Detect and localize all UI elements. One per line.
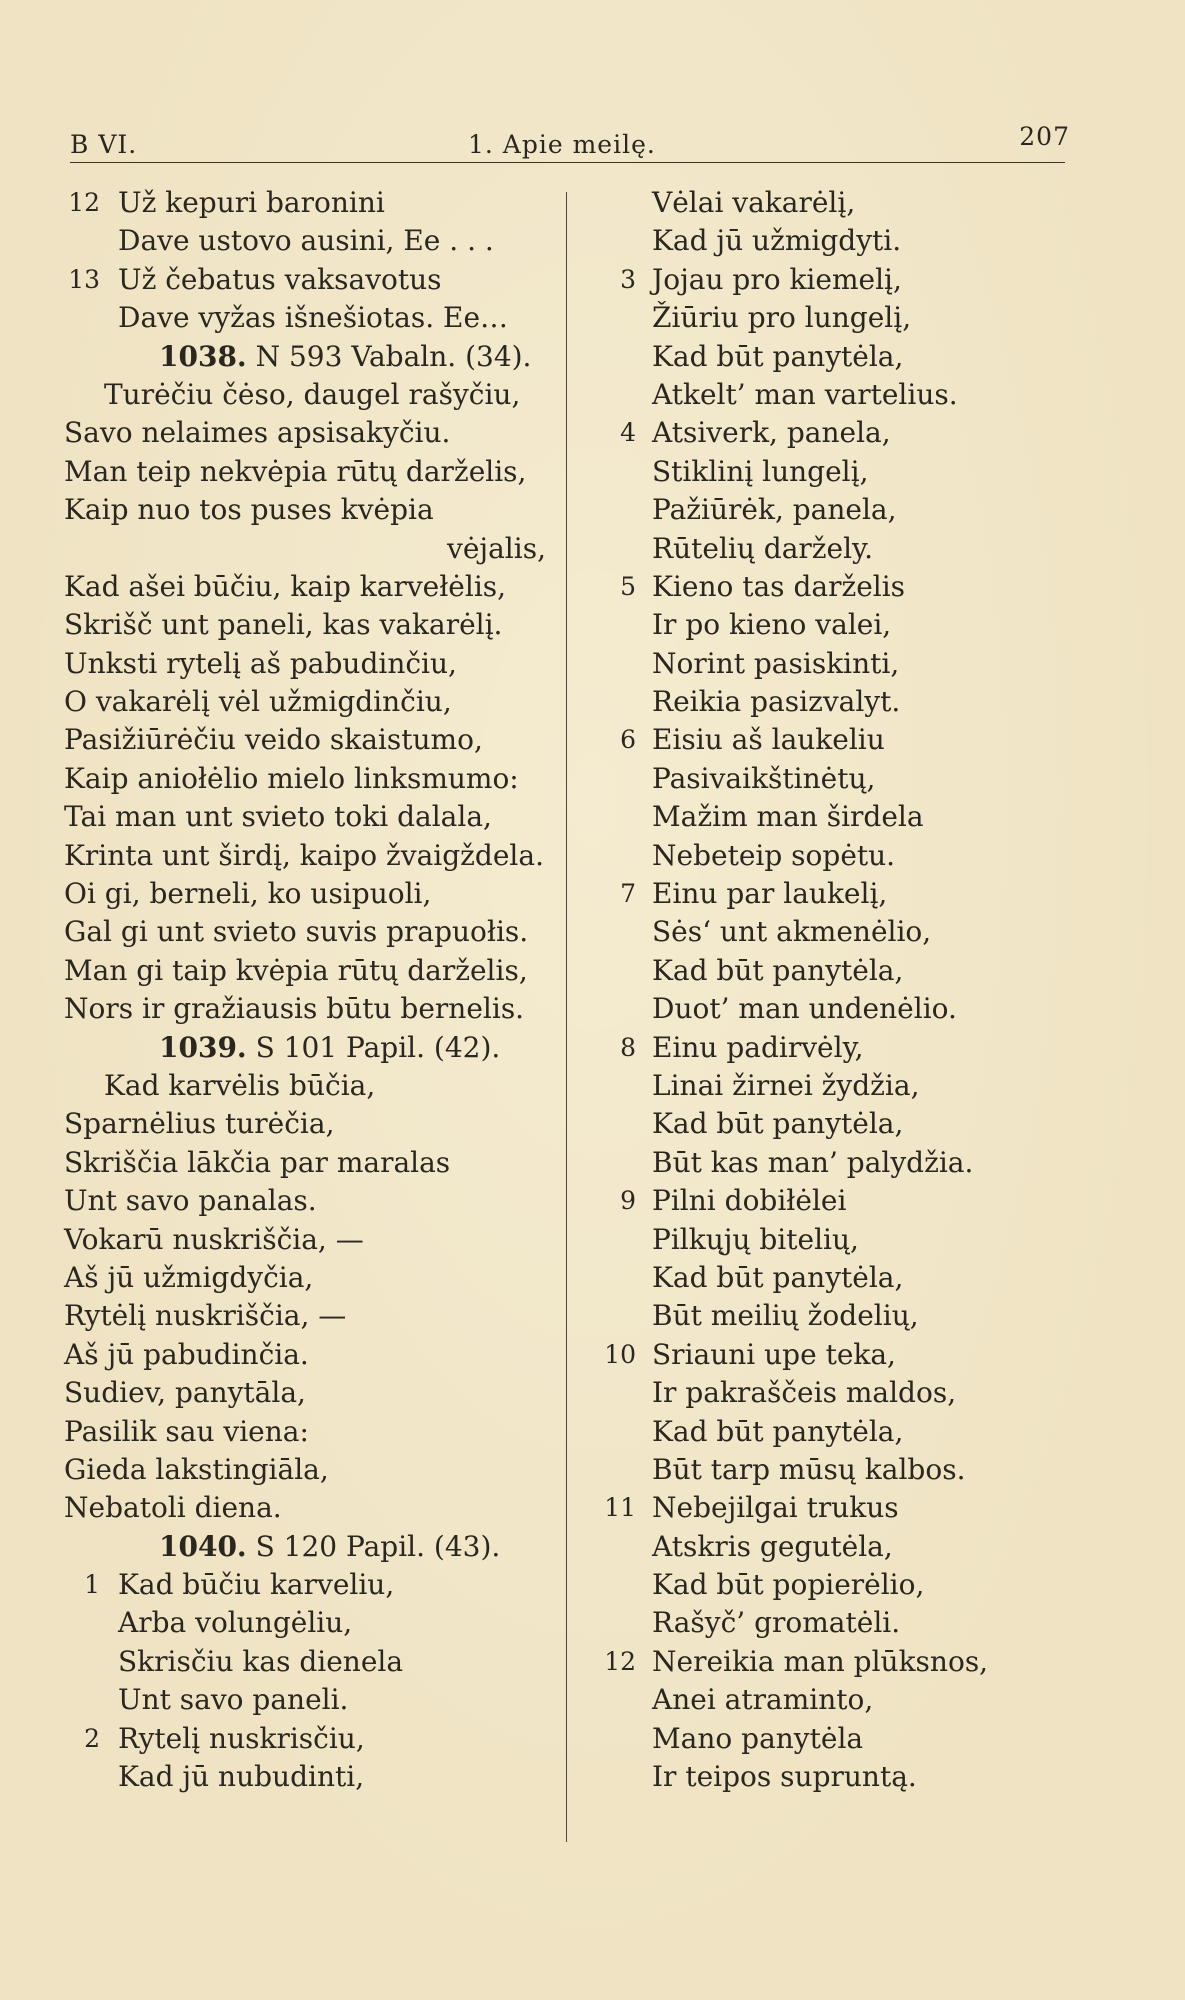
- verse-text: Kaip nuo tos puses kvėpia: [64, 493, 434, 527]
- verse-line: [64, 568, 554, 606]
- verse-line: [64, 913, 554, 951]
- verse-text: Ir teipos supruntą.: [652, 1760, 917, 1794]
- verse-line: [64, 1720, 554, 1758]
- song-source: S 101 Papil. (42).: [246, 1030, 501, 1064]
- verse-text: Ir pakraščeis maldos,: [652, 1376, 957, 1410]
- verse-text: Einu padirvėly,: [652, 1030, 864, 1064]
- song-heading: [64, 1528, 554, 1566]
- verse-line: [598, 1643, 1078, 1681]
- verse-text: Anei atraminto,: [652, 1683, 874, 1717]
- verse-text: Būt tarp mūsų kalbos.: [652, 1452, 966, 1486]
- verse-line: [598, 1336, 1078, 1374]
- verse-line: [598, 338, 1078, 376]
- verse-line: [598, 760, 1078, 798]
- stanza-number: 11: [604, 1493, 636, 1523]
- verse-text: Nebatoli diena.: [64, 1491, 282, 1525]
- verse-text: Gieda lakstingiāla,: [64, 1452, 329, 1486]
- verse-text: Reikia pasizvalyt.: [652, 685, 901, 719]
- verse-line: [598, 721, 1078, 759]
- verse-line: [64, 1758, 554, 1796]
- verse-text: Pilkųjų bitelių,: [652, 1222, 859, 1256]
- verse-line: [598, 990, 1078, 1028]
- verse-text: Gal gi unt svieto suvis prapuołis.: [64, 915, 529, 949]
- verse-line: [64, 1643, 554, 1681]
- verse-text: Nors ir gražiausis būtu bernelis.: [64, 992, 525, 1026]
- verse-line: [64, 837, 554, 875]
- stanza-number: 4: [620, 418, 636, 448]
- chapter-title: 1. Apie meilę.: [468, 130, 656, 159]
- verse-text: Sudiev, panytāla,: [64, 1376, 306, 1410]
- verse-text: Pasilik sau viena:: [64, 1414, 309, 1448]
- column-divider: [566, 192, 567, 1842]
- verse-text: Ir po kieno valei,: [652, 608, 892, 642]
- verse-line: [64, 1259, 554, 1297]
- verse-line: [598, 453, 1078, 491]
- verse-text: Atsiverk, panela,: [652, 416, 891, 450]
- verse-line: [64, 606, 554, 644]
- song-number: 1038.: [159, 339, 247, 373]
- verse-text: Už čebatus vaksavotus: [118, 262, 442, 296]
- verse-line: [64, 1566, 554, 1604]
- verse-text: Kad ašei būčiu, kaip karvełėlis,: [64, 569, 507, 603]
- verse-line: [64, 1374, 554, 1412]
- verse-line: [64, 1489, 554, 1527]
- verse-text: Kad būt popierėlio,: [652, 1568, 925, 1602]
- verse-line: [598, 1105, 1078, 1143]
- verse-text: Rūtelių daržely.: [652, 531, 874, 565]
- song-heading: [64, 338, 554, 376]
- verse-line: [598, 1067, 1078, 1105]
- verse-text: Arba volungėliu,: [118, 1606, 353, 1640]
- verse-text: Skrisčiu kas dienela: [118, 1644, 404, 1678]
- verse-line: [598, 222, 1078, 260]
- stanza-number: 2: [84, 1723, 100, 1753]
- verse-text: Vokarū nuskriščia, —: [64, 1222, 364, 1256]
- verse-text: Turėčiu čėso, daugel rašyčiu,: [104, 377, 521, 411]
- verse-line: [598, 1182, 1078, 1220]
- verse-text: Skriščia lākčia par maralas: [64, 1145, 451, 1179]
- verse-line: [598, 1451, 1078, 1489]
- section-label: B VI.: [70, 130, 138, 159]
- verse-line: [64, 875, 554, 913]
- page-number: 207: [1019, 122, 1070, 151]
- verse-line: [598, 1144, 1078, 1182]
- verse-text: Rašyč’ gromatėli.: [652, 1606, 901, 1640]
- verse-text: Unksti rytelį aš pabudinčiu,: [64, 646, 457, 680]
- verse-text: Norint pasiskinti,: [652, 646, 900, 680]
- verse-text: Kad karvėlis būčia,: [104, 1068, 376, 1102]
- verse-line: [598, 837, 1078, 875]
- stanza-number: 12: [604, 1646, 636, 1676]
- verse-line: [598, 1221, 1078, 1259]
- stanza-number: 1: [84, 1570, 100, 1600]
- verse-text: Kad jū užmigdyti.: [652, 224, 902, 258]
- verse-line: [64, 1067, 554, 1105]
- verse-line: [64, 453, 554, 491]
- right-column: [598, 184, 1078, 1796]
- verse-line: [598, 952, 1078, 990]
- song-heading-text: [159, 338, 531, 376]
- verse-text: Nebeteip sopėtu.: [652, 838, 896, 872]
- verse-line: [598, 1297, 1078, 1335]
- verse-line: [64, 1336, 554, 1374]
- verse-text: Atskris gegutėla,: [652, 1529, 893, 1563]
- verse-line: [64, 952, 554, 990]
- verse-text: Skrišč unt paneli, kas vakarėlį.: [64, 608, 503, 642]
- verse-line: [598, 1413, 1078, 1451]
- verse-text: Kad būt panytėla,: [652, 339, 904, 373]
- verse-text: Nereikia man plūksnos,: [652, 1644, 989, 1678]
- song-number: 1040.: [159, 1529, 247, 1563]
- verse-line: [598, 798, 1078, 836]
- verse-text: Kad būt panytėla,: [652, 1107, 904, 1141]
- verse-text: Duot’ man undenėlio.: [652, 992, 957, 1026]
- verse-line: [598, 299, 1078, 337]
- verse-line: [598, 1681, 1078, 1719]
- song-heading-text: [159, 1528, 500, 1566]
- verse-line: [598, 1604, 1078, 1642]
- running-header: [70, 122, 1068, 162]
- verse-text: Sės‘ unt akmenėlio,: [652, 915, 932, 949]
- verse-line: [598, 1259, 1078, 1297]
- verse-text: Būt meilių žodelių,: [652, 1299, 919, 1333]
- verse-text: Linai žirnei žydžia,: [652, 1068, 920, 1102]
- verse-text: Unt savo panalas.: [64, 1184, 317, 1218]
- stanza-number: 9: [620, 1186, 636, 1216]
- verse-line: [64, 530, 554, 568]
- song-number: 1039.: [159, 1030, 247, 1064]
- verse-text: Stiklinį lungelį,: [652, 454, 869, 488]
- verse-text: Būt kas man’ palydžia.: [652, 1145, 974, 1179]
- verse-text: Kad jū nubudinti,: [118, 1760, 365, 1794]
- verse-text: O vakarėlį vėl užmigdinčiu,: [64, 685, 452, 719]
- header-rule: [70, 162, 1065, 163]
- verse-line: [64, 491, 554, 529]
- verse-text: Tai man unt svieto toki dalala,: [64, 800, 492, 834]
- verse-text: Oi gi, berneli, ko usipuoli,: [64, 877, 432, 911]
- verse-line: [598, 376, 1078, 414]
- verse-text: Žiūriu pro lungelį,: [652, 301, 912, 335]
- verse-text: Man teip nekvėpia rūtų darželis,: [64, 454, 527, 488]
- song-heading: [64, 1029, 554, 1067]
- verse-text: Unt savo paneli.: [118, 1683, 349, 1717]
- verse-text: Nebejilgai trukus: [652, 1491, 899, 1525]
- verse-text: Savo nelaimes apsisakyčiu.: [64, 416, 451, 450]
- song-source: N 593 Vabaln. (34).: [246, 339, 532, 373]
- verse-text: Kad būčiu karveliu,: [118, 1568, 395, 1602]
- verse-line: [64, 1297, 554, 1335]
- left-column: [64, 184, 554, 1796]
- verse-line: [64, 990, 554, 1028]
- verse-text: Už kepuri baronini: [118, 186, 385, 219]
- verse-text: Atkelt’ man vartelius.: [652, 377, 958, 411]
- verse-line: [598, 261, 1078, 299]
- verse-line: [64, 1604, 554, 1642]
- verse-line: [598, 568, 1078, 606]
- verse-text: Sriauni upe teka,: [652, 1337, 896, 1371]
- verse-line: [64, 261, 554, 299]
- stanza-number: 12: [68, 188, 100, 217]
- verse-line: [598, 184, 1078, 222]
- verse-line: [598, 645, 1078, 683]
- verse-text: Jojau pro kiemelį,: [652, 262, 902, 296]
- verse-line: [64, 1451, 554, 1489]
- stanza-number: 7: [620, 879, 636, 909]
- song-heading-text: [159, 1029, 500, 1067]
- stanza-number: 3: [620, 264, 636, 294]
- verse-line: [598, 1528, 1078, 1566]
- verse-text: Vėlai vakarėlį,: [652, 186, 856, 219]
- verse-text: Mažim man širdela: [652, 800, 924, 834]
- verse-text: vėjalis,: [447, 531, 546, 565]
- verse-line: [64, 760, 554, 798]
- verse-text: Kad būt panytėla,: [652, 1260, 904, 1294]
- verse-line: [64, 376, 554, 414]
- verse-text: Kaip aniołėlio mielo linksmumo:: [64, 761, 519, 795]
- stanza-number: 6: [620, 725, 636, 755]
- verse-line: [64, 645, 554, 683]
- verse-line: [598, 1029, 1078, 1067]
- verse-line: [64, 414, 554, 452]
- verse-text: Eisiu aš laukeliu: [652, 723, 885, 757]
- verse-line: [598, 606, 1078, 644]
- verse-line: [64, 299, 554, 337]
- stanza-number: 8: [620, 1032, 636, 1062]
- verse-text: Kieno tas darželis: [652, 569, 906, 603]
- verse-text: Aš jū pabudinčia.: [64, 1337, 309, 1371]
- verse-text: Rytėlį nuskriščia, —: [64, 1299, 347, 1333]
- verse-text: Man gi taip kvėpia rūtų darželis,: [64, 953, 528, 987]
- verse-line: [64, 1105, 554, 1143]
- verse-line: [64, 222, 554, 260]
- verse-line: [64, 1681, 554, 1719]
- verse-text: Kad būt panytėla,: [652, 1414, 904, 1448]
- verse-text: Einu par laukelį,: [652, 877, 888, 911]
- verse-line: [598, 1566, 1078, 1604]
- verse-line: [64, 721, 554, 759]
- stanza-number: 5: [620, 571, 636, 601]
- verse-line: [598, 683, 1078, 721]
- verse-line: [64, 1144, 554, 1182]
- verse-line: [64, 1182, 554, 1220]
- verse-text: Pilni dobiłėlei: [652, 1184, 847, 1218]
- verse-line: [598, 1758, 1078, 1796]
- verse-line: [598, 1720, 1078, 1758]
- verse-line: [598, 491, 1078, 529]
- verse-line: [598, 1489, 1078, 1527]
- verse-line: [598, 530, 1078, 568]
- verse-text: Kad būt panytėla,: [652, 953, 904, 987]
- verse-line: [64, 1221, 554, 1259]
- verse-text: Dave vyžas išnešiotas. Ee…: [118, 301, 509, 335]
- verse-line: [598, 913, 1078, 951]
- verse-line: [64, 798, 554, 836]
- verse-text: Mano panytėla: [652, 1721, 864, 1755]
- verse-text: Pasivaikštinėtų,: [652, 761, 876, 795]
- verse-line: [598, 875, 1078, 913]
- song-source: S 120 Papil. (43).: [246, 1529, 501, 1563]
- verse-text: Dave ustovo ausini, Ee . . .: [118, 224, 494, 258]
- verse-line: [64, 683, 554, 721]
- verse-line: [64, 184, 554, 222]
- stanza-number: 10: [604, 1339, 636, 1369]
- verse-text: Krinta unt širdį, kaipo žvaigždela.: [64, 838, 544, 872]
- verse-line: [64, 1413, 554, 1451]
- verse-text: Sparnėlius turėčia,: [64, 1107, 335, 1141]
- verse-line: [598, 414, 1078, 452]
- verse-text: Pasižiūrėčiu veido skaistumo,: [64, 723, 483, 757]
- verse-text: Pažiūrėk, panela,: [652, 493, 897, 527]
- verse-text: Aš jū užmigdyčia,: [64, 1260, 314, 1294]
- verse-text: Rytelį nuskrisčiu,: [118, 1721, 365, 1755]
- verse-line: [598, 1374, 1078, 1412]
- stanza-number: 13: [68, 264, 100, 294]
